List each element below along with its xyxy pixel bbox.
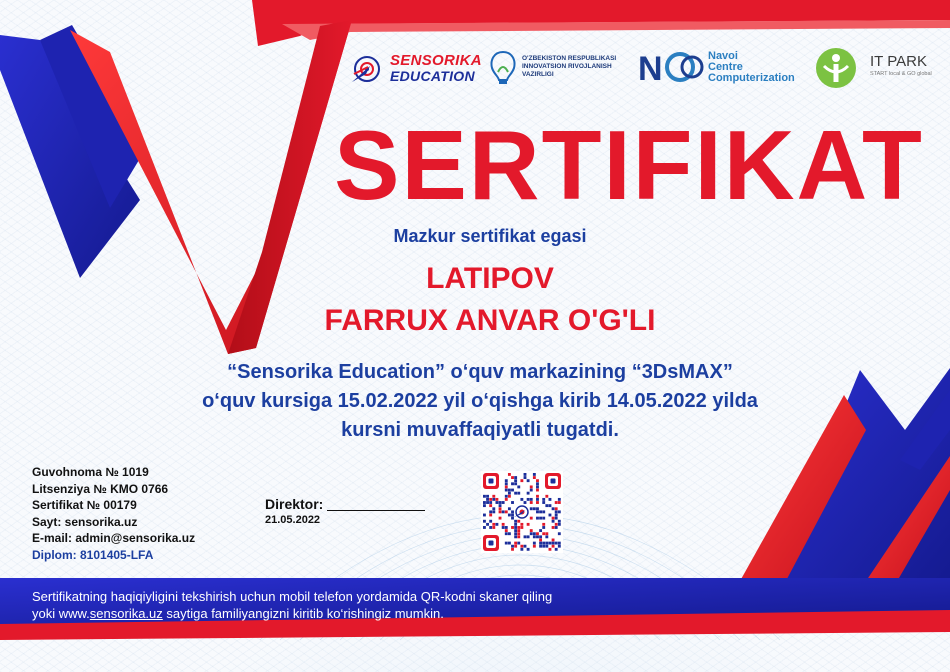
qr-module (527, 492, 530, 495)
body-line-3: kursni muvaffaqiyatli tugatdi. (341, 419, 619, 441)
qr-module (508, 532, 511, 535)
qr-module (545, 504, 548, 507)
qr-module (558, 532, 561, 535)
qr-module (495, 501, 498, 504)
qr-module (558, 501, 561, 504)
ncc-name: Navoi Centre Computerization (708, 50, 795, 84)
qr-module (499, 504, 502, 507)
qr-module (552, 539, 555, 542)
ncc-logo (636, 44, 811, 90)
qr-module (536, 501, 539, 504)
qr-module (514, 535, 517, 538)
qr-module (545, 545, 548, 548)
qr-module (527, 535, 530, 538)
qr-module (530, 529, 533, 532)
qr-module (508, 495, 511, 498)
qr-module (508, 473, 511, 476)
qr-module (492, 495, 495, 498)
info-diplom: Diplom: 8101405-LFA (32, 547, 154, 562)
qr-module (536, 517, 539, 520)
qr-module (514, 532, 517, 535)
verification-suffix: saytiga familiyangizni kiritib ko‘rishingiz mumkin. (162, 606, 444, 621)
qr-module (555, 526, 558, 529)
qr-module (555, 523, 558, 526)
qr-module (511, 510, 514, 513)
sensorika-logo-icon (350, 52, 384, 86)
qr-module (514, 526, 517, 529)
qr-module (486, 523, 489, 526)
qr-module (492, 507, 495, 510)
qr-module (533, 473, 536, 476)
qr-module (533, 507, 536, 510)
body-line-2: o‘quv kursiga 15.02.2022 yil o‘qishga kirib 14.05.2022 yilda (202, 390, 758, 412)
info-sertifikat: Sertifikat № 00179 (32, 498, 137, 512)
qr-module (542, 501, 545, 504)
qr-module (483, 514, 486, 517)
qr-module (524, 473, 527, 476)
itpark-logo (812, 42, 947, 92)
itpark-logo-icon (814, 46, 858, 90)
qr-module (502, 510, 505, 513)
qr-module (549, 548, 552, 551)
qr-module (542, 532, 545, 535)
info-sayt: Sayt: sensorika.uz (32, 514, 138, 529)
qr-module (514, 523, 517, 526)
qr-module (539, 542, 542, 545)
qr-module (536, 482, 539, 485)
qr-module (514, 542, 517, 545)
qr-module (486, 495, 489, 498)
qr-module (536, 532, 539, 535)
qr-module (524, 535, 527, 538)
qr-module (555, 507, 558, 510)
qr-module (511, 476, 514, 479)
qr-module (511, 545, 514, 548)
owner-label: Mazkur sertifikat egasi (393, 226, 587, 246)
qr-module (555, 517, 558, 520)
qr-module (536, 485, 539, 488)
qr-module (520, 526, 523, 529)
info-guvohnoma: Guvohnoma № 1019 (32, 465, 149, 479)
qr-module (558, 545, 561, 548)
sensorika-sub: EDUCATION (390, 68, 475, 84)
qr-module (536, 498, 539, 501)
qr-module (499, 517, 502, 520)
qr-module (489, 504, 492, 507)
qr-module (552, 520, 555, 523)
qr-module (514, 482, 517, 485)
qr-module (536, 495, 539, 498)
qr-module (558, 542, 561, 545)
qr-module (517, 532, 520, 535)
qr-module (552, 542, 555, 545)
qr-module (524, 501, 527, 504)
qr-module (508, 489, 511, 492)
qr-module (527, 523, 530, 526)
qr-module (505, 485, 508, 488)
qr-module (539, 529, 542, 532)
qr-module (520, 523, 523, 526)
qr-module (542, 523, 545, 526)
qr-module (486, 501, 489, 504)
qr-module (508, 492, 511, 495)
recipient-given-name: FARRUX ANVAR O'G'LI (324, 304, 656, 337)
certificate-info (32, 464, 195, 563)
itpark-tagline: START local & GO global (870, 71, 932, 77)
qr-module (505, 526, 508, 529)
body-line-1: “Sensorika Education” o‘quv markazining “3DsMAX” (227, 361, 733, 383)
qr-module (536, 489, 539, 492)
verification-line-1: Sertifikatning haqiqiyligini tekshirish uchun mobil telefon yordamida QR-kodni skaner qiling (32, 589, 553, 604)
qr-module (558, 520, 561, 523)
qr-module (505, 510, 508, 513)
qr-module (536, 507, 539, 510)
qr-module (558, 498, 561, 501)
qr-module (520, 498, 523, 501)
qr-module (545, 542, 548, 545)
qr-module (489, 498, 492, 501)
qr-module (552, 526, 555, 529)
director-signature (265, 496, 425, 512)
qr-module (539, 539, 542, 542)
qr-module (502, 501, 505, 504)
qr-module (530, 498, 533, 501)
ministry-line2: INNOVATSION RIVOJLANISH (522, 63, 612, 70)
qr-module (514, 492, 517, 495)
qr-module (514, 476, 517, 479)
qr-module (505, 482, 508, 485)
qr-module (520, 548, 523, 551)
qr-module (539, 545, 542, 548)
qr-module (545, 535, 548, 538)
qr-module (555, 548, 558, 551)
qr-module (555, 501, 558, 504)
svg-text:N: N (638, 50, 663, 86)
qr-module (502, 523, 505, 526)
qr-module (508, 507, 511, 510)
verification-prefix: yoki www. (32, 606, 90, 621)
qr-module (517, 492, 520, 495)
qr-center-logo (514, 504, 530, 520)
qr-module (502, 526, 505, 529)
qr-module (527, 479, 530, 482)
qr-module (524, 476, 527, 479)
sensorika-name: SENSORIKA (390, 52, 482, 69)
qr-module (483, 501, 486, 504)
qr-module (495, 523, 498, 526)
qr-module (511, 548, 514, 551)
sensorika-logo (342, 44, 482, 92)
qr-module (539, 510, 542, 513)
qr-module (505, 489, 508, 492)
qr-module (514, 529, 517, 532)
ministry-line3: VAZIRLIGI (522, 71, 554, 78)
info-email: E-mail: admin@sensorika.uz (32, 531, 196, 545)
qr-module (530, 507, 533, 510)
qr-module (527, 498, 530, 501)
certificate-title: SERTIFIKAT (334, 110, 924, 220)
qr-module (542, 545, 545, 548)
qr-module (492, 526, 495, 529)
qr-module (552, 507, 555, 510)
qr-module (530, 517, 533, 520)
qr-module (489, 520, 492, 523)
qr-module (533, 476, 536, 479)
qr-module (483, 520, 486, 523)
qr-module (492, 498, 495, 501)
qr-module (549, 542, 552, 545)
qr-module (489, 526, 492, 529)
qr-module (555, 514, 558, 517)
qr-module (542, 510, 545, 513)
qr-module (511, 514, 514, 517)
qr-module (499, 507, 502, 510)
qr-module (542, 542, 545, 545)
ministry-logo (486, 46, 626, 90)
qr-module (558, 523, 561, 526)
qr-module (505, 529, 508, 532)
director-date: 21.05.2022 (265, 514, 321, 526)
qr-module (511, 526, 514, 529)
qr-module (505, 495, 508, 498)
qr-module (505, 498, 508, 501)
qr-module (517, 535, 520, 538)
itpark-name: IT PARK (870, 53, 927, 70)
recipient-surname: LATIPOV (426, 262, 554, 295)
qr-module (524, 545, 527, 548)
qr-module (536, 535, 539, 538)
qr-module (539, 517, 542, 520)
qr-code-icon[interactable] (481, 471, 563, 553)
qr-module (530, 485, 533, 488)
qr-module (489, 510, 492, 513)
qr-module (489, 514, 492, 517)
qr-module (508, 514, 511, 517)
qr-module (517, 485, 520, 488)
qr-module (542, 526, 545, 529)
qr-module (542, 498, 545, 501)
qr-module (549, 514, 552, 517)
ncc-logo-icon (636, 48, 706, 86)
qr-module (492, 523, 495, 526)
ministry-line1: O'ZBEKISTON RESPUBLIKASI (522, 55, 617, 62)
qr-module (545, 532, 548, 535)
qr-module (517, 542, 520, 545)
qr-module (517, 526, 520, 529)
qr-module (533, 532, 536, 535)
qr-module (483, 504, 486, 507)
qr-module (549, 498, 552, 501)
qr-module (505, 532, 508, 535)
qr-module (505, 479, 508, 482)
qr-module (511, 482, 514, 485)
qr-module (483, 495, 486, 498)
qr-module (530, 501, 533, 504)
verification-note (32, 588, 552, 622)
qr-module (530, 532, 533, 535)
qr-module (549, 504, 552, 507)
certificate-body (110, 358, 850, 445)
qr-module (552, 517, 555, 520)
verification-line-2 (32, 605, 552, 622)
info-litsenziya: Litsenziya № KMO 0766 (32, 481, 169, 496)
qr-module (499, 501, 502, 504)
qr-module (486, 498, 489, 501)
qr-module (533, 545, 536, 548)
qr-module (527, 548, 530, 551)
qr-module (558, 510, 561, 513)
website-link[interactable]: sensorika.uz (89, 606, 163, 621)
qr-module (520, 479, 523, 482)
qr-module (545, 495, 548, 498)
qr-module (508, 542, 511, 545)
qr-module (499, 510, 502, 513)
signature-line (327, 510, 425, 511)
qr-module (530, 489, 533, 492)
qr-module (517, 520, 520, 523)
qr-module (536, 479, 539, 482)
qr-module (555, 510, 558, 513)
qr-module (514, 545, 517, 548)
qr-module (517, 529, 520, 532)
ministry-logo-icon (486, 48, 520, 86)
qr-module (489, 501, 492, 504)
qr-module (483, 526, 486, 529)
qr-module (511, 517, 514, 520)
director-label: Direktor: (265, 496, 324, 512)
qr-module (495, 498, 498, 501)
qr-module (539, 535, 542, 538)
qr-module (505, 542, 508, 545)
qr-module (533, 542, 536, 545)
qr-module (520, 545, 523, 548)
qr-module (536, 510, 539, 513)
qr-module (492, 510, 495, 513)
qr-module (533, 535, 536, 538)
qr-module (514, 479, 517, 482)
qr-module (511, 501, 514, 504)
qr-module (542, 517, 545, 520)
qr-module (555, 542, 558, 545)
qr-module (511, 489, 514, 492)
qr-module (514, 520, 517, 523)
qr-module (552, 545, 555, 548)
